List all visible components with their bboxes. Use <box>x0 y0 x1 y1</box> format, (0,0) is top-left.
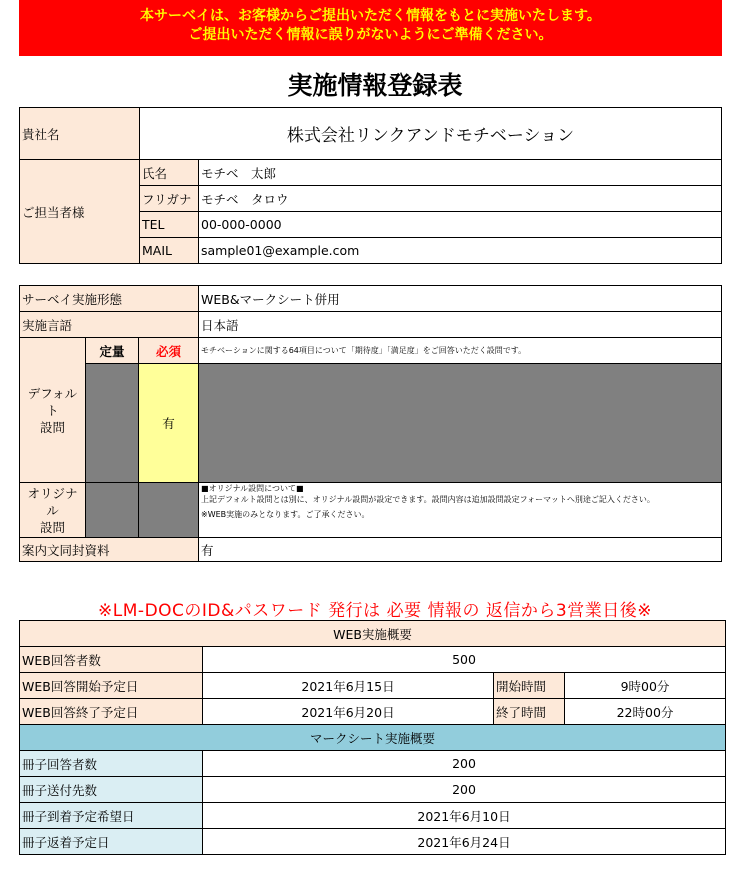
col-fixed-header: 定量 <box>86 338 139 364</box>
contact-mail-field[interactable]: sample01@example.com <box>199 238 722 264</box>
company-contact-table <box>19 107 722 264</box>
survey-settings-table <box>19 285 722 562</box>
original-desc-note: ※WEB実施のみとなります。ご了承ください。 <box>201 510 370 519</box>
web-end-date-field[interactable]: 2021年6月20日 <box>203 699 494 725</box>
default-fixed-cell <box>86 364 139 483</box>
booklet-arrival-field[interactable]: 2021年6月10日 <box>203 803 726 829</box>
web-respondents-label: WEB回答者数 <box>20 647 203 673</box>
booklet-return-label: 冊子返着予定日 <box>20 829 203 855</box>
banner-line-2: ご提出いただく情報に誤りがないようにご準備ください。 <box>188 27 553 43</box>
survey-language-label: 実施言語 <box>20 312 199 338</box>
web-overview-header: WEB実施概要 <box>20 621 726 647</box>
original-desc-body: 上記デフォルト設問とは別に、オリジナル設問が設定できます。設問内容は追加設問設定フォーマットへ別途ご記入ください。 <box>201 495 655 504</box>
page-title: 実施情報登録表 <box>287 71 463 100</box>
contact-tel-field[interactable]: 00-000-0000 <box>199 212 722 238</box>
contact-name-label: 氏名 <box>140 160 199 186</box>
booklet-destinations-field[interactable]: 200 <box>203 777 726 803</box>
web-start-time-label: 開始時間 <box>494 673 565 699</box>
company-name-field[interactable]: 株式会社リンクアンドモチベーション <box>140 108 722 160</box>
web-start-date-label: WEB回答開始予定日 <box>20 673 203 699</box>
contact-name-field[interactable]: モチベ 太郎 <box>199 160 722 186</box>
contact-mail-label: MAIL <box>140 238 199 264</box>
booklet-respondents-label: 冊子回答者数 <box>20 751 203 777</box>
default-required-field[interactable]: 有 <box>139 364 199 483</box>
contact-kana-field[interactable]: モチベ タロウ <box>199 186 722 212</box>
survey-language-field[interactable]: 日本語 <box>199 312 722 338</box>
enclosure-field[interactable]: 有 <box>199 538 722 562</box>
booklet-respondents-field[interactable]: 200 <box>203 751 726 777</box>
notice-banner <box>19 0 722 56</box>
schedule-table <box>19 620 726 855</box>
web-respondents-field[interactable]: 500 <box>203 647 726 673</box>
booklet-destinations-label: 冊子送付先数 <box>20 777 203 803</box>
contact-tel-label: TEL <box>140 212 199 238</box>
web-start-date-field[interactable]: 2021年6月15日 <box>203 673 494 699</box>
original-question-label: オリジナル 設問 <box>20 483 86 538</box>
original-question-desc <box>199 483 722 538</box>
id-password-notice: ※LM-DOCのID&パスワード 発行は 必要 情報の 返信から3営業日後※ <box>98 601 652 621</box>
marksheet-overview-header: マークシート実施概要 <box>20 725 726 751</box>
booklet-arrival-label: 冊子到着予定希望日 <box>20 803 203 829</box>
web-end-time-field[interactable]: 22時00分 <box>565 699 726 725</box>
banner-line-1: 本サーベイは、お客様からご提出いただく情報をもとに実施いたします。 <box>140 8 601 24</box>
survey-format-field[interactable]: WEB&マークシート併用 <box>199 286 722 312</box>
contact-label: ご担当者様 <box>20 160 140 264</box>
col-required-header: 必須 <box>139 338 199 364</box>
original-desc-title: ■オリジナル設問について■ <box>201 484 304 493</box>
contact-kana-label: フリガナ <box>140 186 199 212</box>
enclosure-label: 案内文同封資料 <box>20 538 199 562</box>
original-fixed-cell <box>86 483 139 538</box>
web-end-time-label: 終了時間 <box>494 699 565 725</box>
booklet-return-field[interactable]: 2021年6月24日 <box>203 829 726 855</box>
web-end-date-label: WEB回答終了予定日 <box>20 699 203 725</box>
web-start-time-field[interactable]: 9時00分 <box>565 673 726 699</box>
default-gray-area <box>199 364 722 483</box>
default-question-desc: モチベーションに関する64項目について「期待度」「満足度」をご回答いただく設問です。 <box>199 338 722 364</box>
company-label: 貴社名 <box>20 108 140 160</box>
original-required-cell <box>139 483 199 538</box>
survey-format-label: サーベイ実施形態 <box>20 286 199 312</box>
default-question-label: デフォルト 設問 <box>20 338 86 483</box>
